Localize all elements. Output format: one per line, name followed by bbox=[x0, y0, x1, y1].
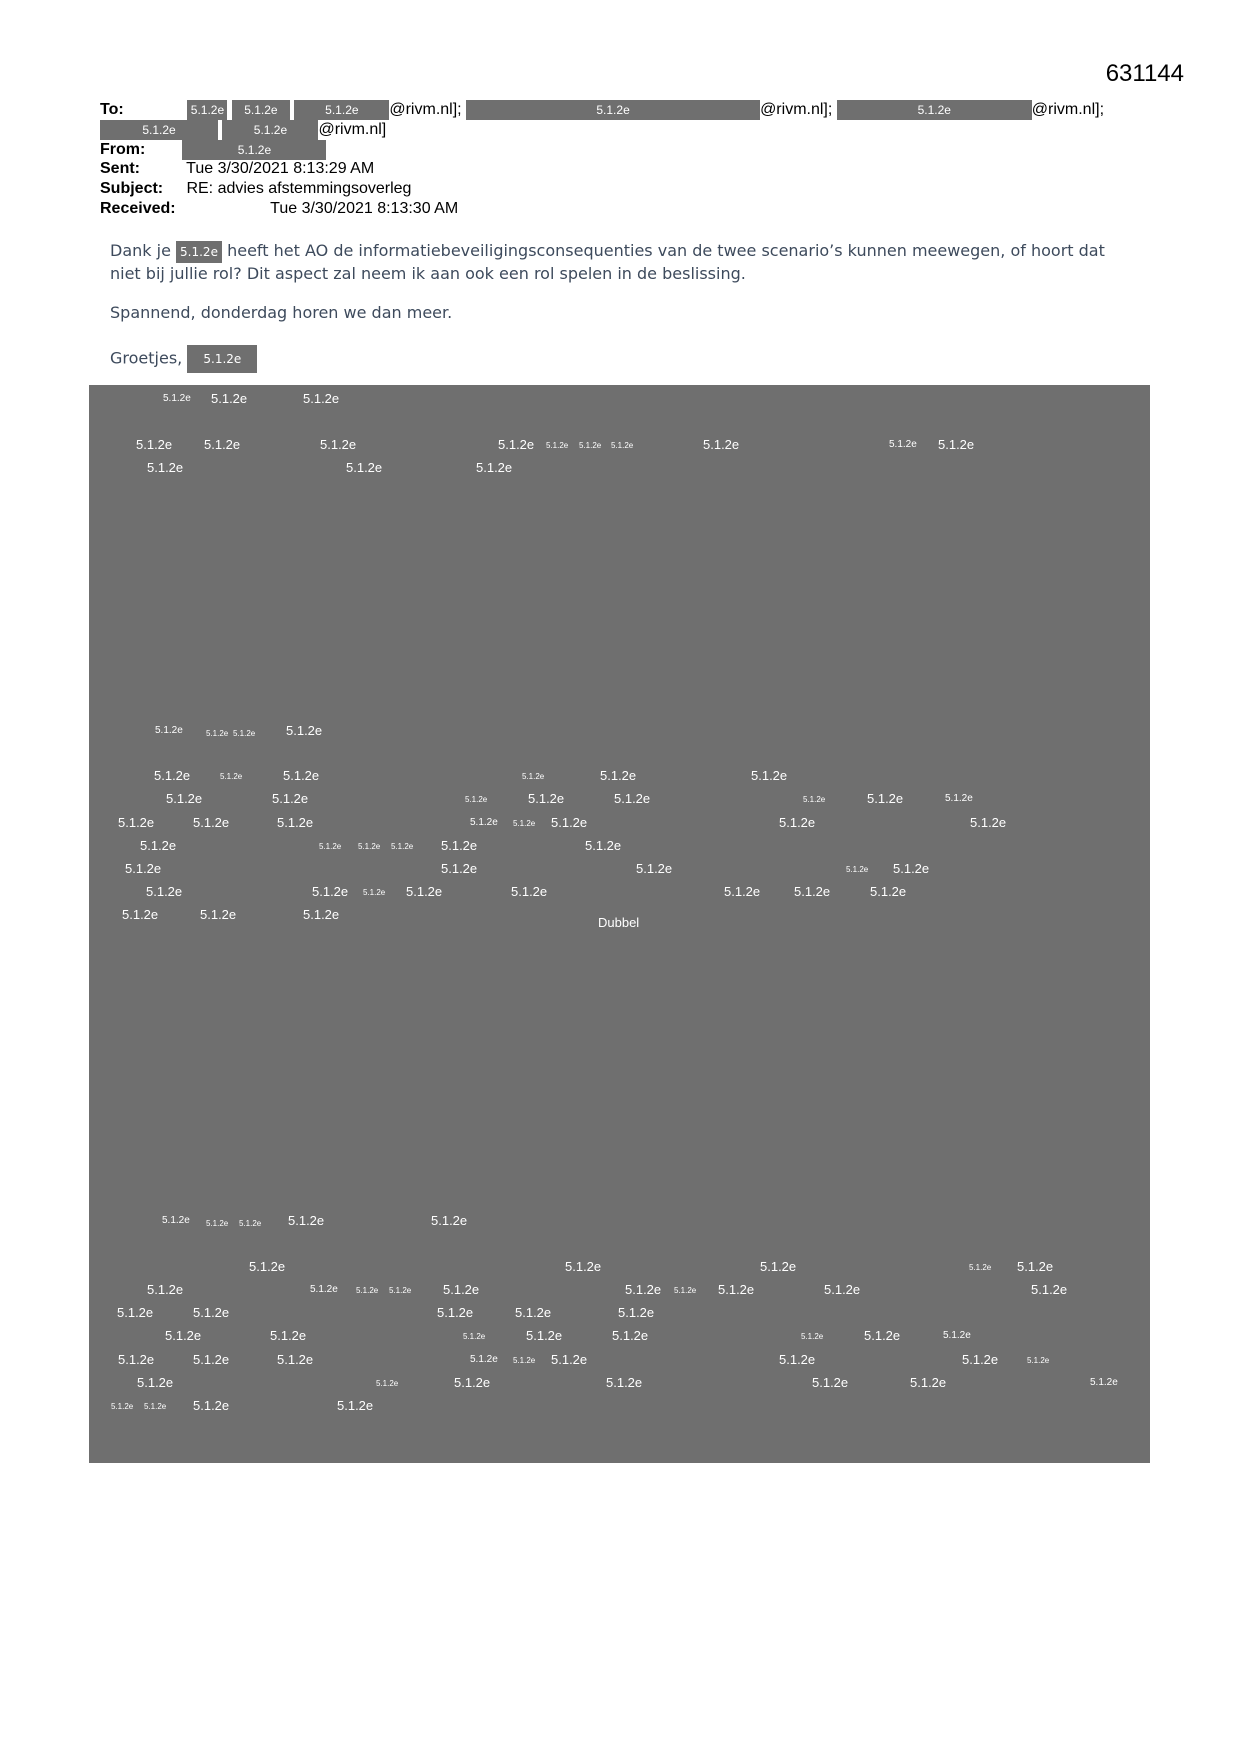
redaction-label: 5.1.2e bbox=[846, 865, 869, 874]
redaction-label: 5.1.2e bbox=[454, 1375, 491, 1390]
redaction-label: 5.1.2e bbox=[565, 1259, 602, 1274]
redaction-label: 5.1.2e bbox=[470, 817, 498, 828]
redaction-label: 5.1.2e bbox=[211, 391, 248, 406]
redaction-label: 5.1.2e bbox=[162, 1215, 190, 1226]
subject-line bbox=[100, 180, 411, 198]
redaction-label: 5.1.2e bbox=[363, 888, 386, 897]
redaction-label: 5.1.2e bbox=[970, 815, 1007, 830]
redaction-label: 5.1.2e bbox=[136, 437, 173, 452]
redaction-label: 5.1.2e bbox=[206, 1219, 229, 1228]
to-line bbox=[100, 100, 1104, 120]
redaction-label: 5.1.2e bbox=[147, 1282, 184, 1297]
redaction-label: 5.1.2e bbox=[117, 1305, 154, 1320]
redaction-label: 5.1.2e bbox=[166, 791, 203, 806]
redaction-label: 5.1.2e bbox=[443, 1282, 480, 1297]
redaction-label: 5.1.2e bbox=[718, 1282, 755, 1297]
redacted-block bbox=[89, 385, 1150, 1463]
redaction-label: 5.1.2e bbox=[431, 1213, 468, 1228]
redaction-label: 5.1.2e bbox=[867, 791, 904, 806]
redaction-label: 5.1.2e bbox=[286, 723, 323, 738]
redaction-label: 5.1.2e bbox=[147, 460, 184, 475]
redaction-label: 5.1.2e bbox=[910, 1375, 947, 1390]
redaction-label: 5.1.2e bbox=[277, 815, 314, 830]
redaction-label: 5.1.2e bbox=[526, 1328, 563, 1343]
received-value: Tue 3/30/2021 8:13:30 AM bbox=[270, 200, 459, 217]
redaction-label: 5.1.2e bbox=[515, 1305, 552, 1320]
redaction-label: 5.1.2e bbox=[310, 1284, 338, 1295]
received-line bbox=[100, 200, 458, 218]
subject-label: Subject: bbox=[100, 180, 164, 197]
redaction-label: 5.1.2e bbox=[1027, 1356, 1050, 1365]
redaction-label: 5.1.2e bbox=[391, 842, 414, 851]
redaction-label: 5.1.2e bbox=[356, 1286, 379, 1295]
redaction-label: 5.1.2e bbox=[155, 725, 183, 736]
redaction-label: 5.1.2e bbox=[125, 861, 162, 876]
redaction-label: 5.1.2e bbox=[465, 795, 488, 804]
redaction-label: 5.1.2e bbox=[824, 1282, 861, 1297]
redaction-label: 5.1.2e bbox=[498, 437, 535, 452]
redaction-label: 5.1.2e bbox=[579, 441, 602, 450]
redaction-label: 5.1.2e bbox=[522, 772, 545, 781]
redaction-label: 5.1.2e bbox=[612, 1328, 649, 1343]
redaction-label: 5.1.2e bbox=[277, 1352, 314, 1367]
redaction-label: 5.1.2e bbox=[193, 1352, 230, 1367]
redaction-label: 5.1.2e bbox=[801, 1332, 824, 1341]
redaction-label: 5.1.2e bbox=[165, 1328, 202, 1343]
redaction-label: 5.1.2e bbox=[528, 791, 565, 806]
redaction-label: 5.1.2e bbox=[193, 1398, 230, 1413]
redaction-label: 5.1.2e bbox=[337, 1398, 374, 1413]
redaction-label: 5.1.2e bbox=[303, 391, 340, 406]
visible-word-dubbel: Dubbel bbox=[598, 915, 640, 930]
redaction-label: 5.1.2e bbox=[636, 861, 673, 876]
redaction-label: 5.1.2e bbox=[674, 1286, 697, 1295]
subject-value: RE: advies afstemmingsoverleg bbox=[186, 180, 412, 197]
from-label: From: bbox=[100, 141, 146, 159]
redaction-label: 5.1.2e bbox=[611, 441, 634, 450]
redaction-label: 5.1.2e bbox=[239, 1219, 262, 1228]
redaction-label: 5.1.2e bbox=[146, 884, 183, 899]
redaction-label: 5.1.2e bbox=[358, 842, 381, 851]
redaction-label: 5.1.2e bbox=[118, 815, 155, 830]
redaction-label: 5.1.2e bbox=[943, 1330, 971, 1341]
redaction-label: 5.1.2e bbox=[751, 768, 788, 783]
redaction-label: 5.1.2e bbox=[625, 1282, 662, 1297]
redaction-label: 5.1.2e bbox=[283, 768, 320, 783]
redaction-label: 5.1.2e bbox=[864, 1328, 901, 1343]
redaction-label: 5.1.2e bbox=[969, 1263, 992, 1272]
redaction-label: 5.1.2e bbox=[220, 772, 243, 781]
redaction-label: 5.1.2e bbox=[511, 884, 548, 899]
redaction-label: 5.1.2e bbox=[200, 907, 237, 922]
redaction-label: 5.1.2e bbox=[288, 1213, 325, 1228]
redaction-label: 5.1.2e bbox=[441, 861, 478, 876]
closing: Groetjes, bbox=[110, 348, 183, 368]
redaction-label: 5.1.2e bbox=[249, 1259, 286, 1274]
to-domain: @rivm.nl]; bbox=[389, 101, 462, 119]
redaction-label: 5.1.2e bbox=[889, 439, 917, 450]
redaction-label: 5.1.2e bbox=[962, 1352, 999, 1367]
redaction: 5.1.2e bbox=[187, 345, 257, 373]
redaction-label: 5.1.2e bbox=[618, 1305, 655, 1320]
redaction-label: 5.1.2e bbox=[346, 460, 383, 475]
redaction-label: 5.1.2e bbox=[144, 1402, 167, 1411]
sent-value: Tue 3/30/2021 8:13:29 AM bbox=[186, 160, 375, 177]
redaction-label: 5.1.2e bbox=[206, 729, 229, 738]
redaction-label: 5.1.2e bbox=[551, 1352, 588, 1367]
redaction-label: 5.1.2e bbox=[1031, 1282, 1068, 1297]
redaction: 5.1.2e bbox=[222, 120, 318, 140]
to-line-continued bbox=[100, 120, 386, 140]
redaction-label: 5.1.2e bbox=[760, 1259, 797, 1274]
redaction-label: 5.1.2e bbox=[1017, 1259, 1054, 1274]
redaction-label: 5.1.2e bbox=[118, 1352, 155, 1367]
redaction-label: 5.1.2e bbox=[376, 1379, 399, 1388]
redaction-label: 5.1.2e bbox=[463, 1332, 486, 1341]
redaction: 5.1.2e bbox=[100, 120, 218, 140]
redaction: 5.1.2e bbox=[176, 241, 222, 263]
redaction-label: 5.1.2e bbox=[1090, 1377, 1118, 1388]
redaction-label: 5.1.2e bbox=[870, 884, 907, 899]
redaction-label: 5.1.2e bbox=[938, 437, 975, 452]
redaction-label: 5.1.2e bbox=[441, 838, 478, 853]
to-domain: @rivm.nl]; bbox=[760, 101, 833, 119]
redaction-label: 5.1.2e bbox=[551, 815, 588, 830]
redaction-label: 5.1.2e bbox=[812, 1375, 849, 1390]
redaction-label: 5.1.2e bbox=[437, 1305, 474, 1320]
redaction-label: 5.1.2e bbox=[193, 1305, 230, 1320]
redaction-label: 5.1.2e bbox=[406, 884, 443, 899]
sent-label: Sent: bbox=[100, 160, 140, 177]
redaction-label: 5.1.2e bbox=[470, 1354, 498, 1365]
redaction-label: 5.1.2e bbox=[779, 1352, 816, 1367]
redaction-label: 5.1.2e bbox=[513, 1356, 536, 1365]
redaction-label: 5.1.2e bbox=[614, 791, 651, 806]
redaction-label: 5.1.2e bbox=[320, 437, 357, 452]
sent-line bbox=[100, 160, 374, 178]
redaction-label: 5.1.2e bbox=[585, 838, 622, 853]
greeting-start: Dank je bbox=[110, 241, 171, 260]
redaction-label: 5.1.2e bbox=[312, 884, 349, 899]
redaction: 5.1.2e bbox=[466, 100, 760, 120]
redaction-label: 5.1.2e bbox=[111, 1402, 134, 1411]
redaction-label: 5.1.2e bbox=[163, 393, 191, 404]
redaction-label: 5.1.2e bbox=[389, 1286, 412, 1295]
message-paragraph-1 bbox=[110, 240, 1120, 284]
redaction: 5.1.2e bbox=[182, 140, 326, 160]
redaction-label: 5.1.2e bbox=[140, 838, 177, 853]
redaction-label: 5.1.2e bbox=[303, 907, 340, 922]
redaction-label: 5.1.2e bbox=[606, 1375, 643, 1390]
redaction-label: 5.1.2e bbox=[476, 460, 513, 475]
redaction: 5.1.2e bbox=[294, 100, 389, 120]
redaction-label: 5.1.2e bbox=[270, 1328, 307, 1343]
message-closing-line bbox=[110, 345, 1120, 373]
redaction: 5.1.2e bbox=[232, 100, 290, 120]
redaction-label: 5.1.2e bbox=[600, 768, 637, 783]
to-domain: @rivm.nl] bbox=[318, 121, 387, 139]
to-domain: @rivm.nl]; bbox=[1031, 101, 1105, 119]
redaction-label: 5.1.2e bbox=[703, 437, 740, 452]
greeting-rest: heeft het AO de informatiebeveiligingsconsequenties van de twee scenario’s kunnen meewegen, of hoort dat niet bij jullie rol? Dit aspect zal neem ik aan ook een rol spelen in de beslissing. bbox=[110, 241, 1105, 283]
to-label: To: bbox=[100, 101, 124, 119]
redaction-label: 5.1.2e bbox=[724, 884, 761, 899]
redaction: 5.1.2e bbox=[187, 100, 227, 120]
document-number: 631144 bbox=[1105, 60, 1184, 87]
redaction-label: 5.1.2e bbox=[272, 791, 309, 806]
redaction-label: 5.1.2e bbox=[546, 441, 569, 450]
redaction-label: 5.1.2e bbox=[204, 437, 241, 452]
redaction-label: 5.1.2e bbox=[945, 793, 973, 804]
redaction-label: 5.1.2e bbox=[154, 768, 191, 783]
redaction-label: 5.1.2e bbox=[319, 842, 342, 851]
message-paragraph-2: Spannend, donderdag horen we dan meer. bbox=[110, 303, 453, 322]
redaction-label: 5.1.2e bbox=[233, 729, 256, 738]
redaction-label: 5.1.2e bbox=[779, 815, 816, 830]
redaction: 5.1.2e bbox=[837, 100, 1032, 120]
redaction-label: 5.1.2e bbox=[803, 795, 826, 804]
redaction-label: 5.1.2e bbox=[513, 819, 536, 828]
redaction-label: 5.1.2e bbox=[137, 1375, 174, 1390]
redaction-label: 5.1.2e bbox=[122, 907, 159, 922]
redaction-label: 5.1.2e bbox=[193, 815, 230, 830]
from-line bbox=[100, 140, 326, 160]
redaction-label: 5.1.2e bbox=[794, 884, 831, 899]
redaction-label: 5.1.2e bbox=[893, 861, 930, 876]
received-label: Received: bbox=[100, 200, 176, 217]
